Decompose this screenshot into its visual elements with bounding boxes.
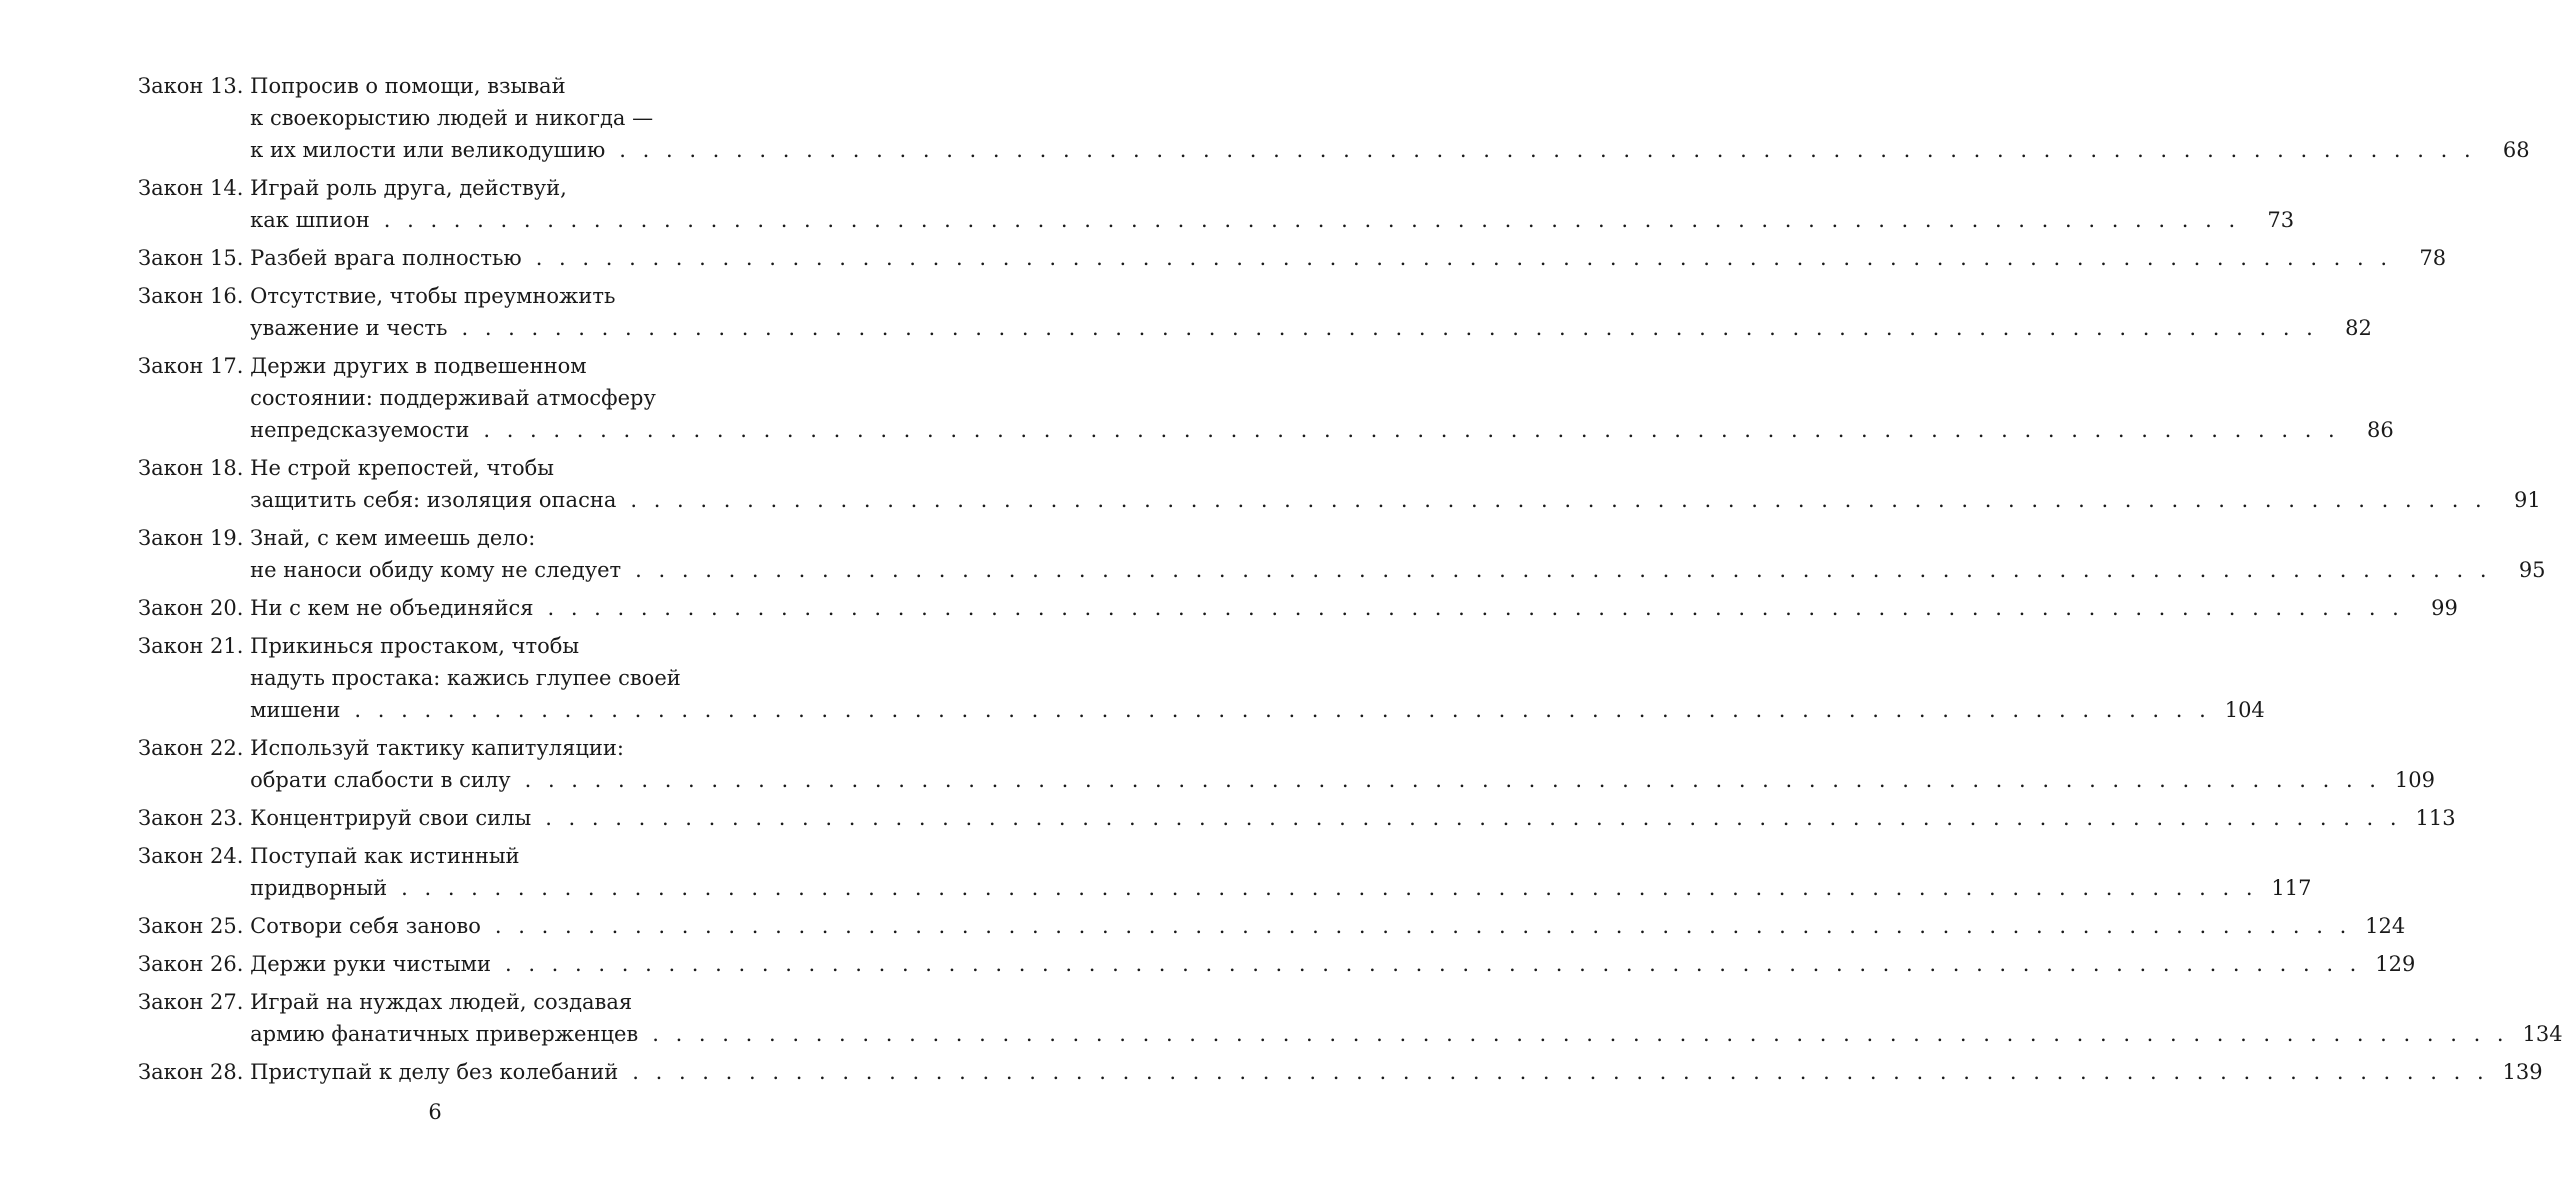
toc-entry-title-line: Прикинься простаком, чтобы (250, 634, 580, 658)
toc-entry-page-number: 86 (2367, 418, 2394, 442)
toc-entry-title-line: надуть простака: кажись глупее своей (250, 666, 681, 690)
toc-entry-label: Закон 25. (138, 914, 244, 938)
toc-entry-title-line: Знай, с кем имеешь дело: (250, 526, 536, 550)
table-of-contents (138, 70, 2563, 1094)
toc-entry-page-number: 68 (2502, 138, 2530, 162)
dot-leader: . . . . . . . . . . . . . . . . . . . . . . . . . . . . . . . . . . . . . . . . . . . . . . . . . . . . . . . . . . . . . . . . . . . . . . . . . . . . . . . . (547, 596, 2404, 620)
dot-leader: . . . . . . . . . . . . . . . . . . . . . . . . . . . . . . . . . . . . . . . . . . . . . . . . . . . . . . . . . . . . . . . . . . . . . . . . . . . . . . . . (630, 488, 2487, 512)
toc-entry-title-line: не наноси обиду кому не следует (250, 558, 622, 582)
dot-leader: . . . . . . . . . . . . . . . . . . . . . . . . . . . . . . . . . . . . . . . . . . . . . . . . . . . . . . . . . . . . . . . . . . . . . . . . . . . . . . . . (545, 806, 2402, 830)
toc-entry-page-number: 104 (2224, 698, 2265, 722)
dot-leader: . . . . . . . . . . . . . . . . . . . . . . . . . . . . . . . . . . . . . . . . . . . . . . . . . . . . . . . . . . . . . . . . . . . . . . . . . . . . . . . . (632, 1060, 2489, 1084)
dot-leader: . . . . . . . . . . . . . . . . . . . . . . . . . . . . . . . . . . . . . . . . . . . . . . . . . . . . . . . . . . . . . . . . . . . . . . . . . . . . . . . . (483, 418, 2340, 442)
toc-entry-title-line: состоянии: поддерживай атмосферу (250, 386, 656, 410)
toc-entry-title-line: Сотвори себя заново (250, 914, 481, 938)
toc-entry-title-line: обрати слабости в силу (250, 768, 511, 792)
dot-leader: . . . . . . . . . . . . . . . . . . . . . . . . . . . . . . . . . . . . . . . . . . . . . . . . . . . . . . . . . . . . . . . . . . . . . . . . . . . . . . . . (524, 768, 2381, 792)
toc-entry-page-number: 117 (2271, 876, 2312, 900)
toc-entry-label: Закон 28. (138, 1060, 244, 1084)
toc-entry-title-line: уважение и честь (250, 316, 448, 340)
toc-entry-title-line: Разбей врага полностью (250, 246, 522, 270)
toc-entry-page-number: 78 (2419, 246, 2447, 270)
dot-leader: . . . . . . . . . . . . . . . . . . . . . . . . . . . . . . . . . . . . . . . . . . . . . . . . . . . . . . . . . . . . . . . . . . . . . . . . . . . . . . . . (401, 876, 2258, 900)
toc-entry-page-number: 124 (2365, 914, 2406, 938)
dot-leader: . . . . . . . . . . . . . . . . . . . . . . . . . . . . . . . . . . . . . . . . . . . . . . . . . . . . . . . . . . . . . . . . . . . . . . . . . . . . . . . . (619, 138, 2476, 162)
toc-entry-label: Закон 19. (138, 526, 244, 550)
toc-entry-page-number: 82 (2345, 316, 2372, 340)
dot-leader: . . . . . . . . . . . . . . . . . . . . . . . . . . . . . . . . . . . . . . . . . . . . . . . . . . . . . . . . . . . . . . . . . . . . . . . . . . . . . . . . (461, 316, 2318, 340)
toc-entry-page-number: 91 (2514, 488, 2541, 512)
toc-entry-label: Закон 24. (138, 844, 244, 868)
toc-entry (138, 910, 2406, 942)
toc-entry (138, 948, 2416, 980)
toc-entry-page-number: 109 (2394, 768, 2435, 792)
toc-entry-title-line: Приступай к делу без колебаний (250, 1060, 619, 1084)
toc-entry-label: Закон 18. (138, 456, 244, 480)
dot-leader: . . . . . . . . . . . . . . . . . . . . . . . . . . . . . . . . . . . . . . . . . . . . . . . . . . . . . . . . . . . . . . . . . . . . . . . . . . . . . . . . (494, 914, 2352, 938)
toc-entry-label: Закон 14. (138, 176, 244, 200)
toc-entry (138, 802, 2456, 834)
dot-leader: . . . . . . . . . . . . . . . . . . . . . . . . . . . . . . . . . . . . . . . . . . . . . . . . . . . . . . . . . . . . . . . . . . . . . . . . . . . . . . . . (535, 246, 2393, 270)
toc-entry (138, 70, 2530, 166)
toc-entry-title-line: Концентрируй свои силы (250, 806, 532, 830)
toc-entry-label: Закон 20. (138, 596, 244, 620)
toc-entry-label: Закон 22. (138, 736, 244, 760)
toc-entry-label: Закон 21. (138, 634, 244, 658)
toc-entry-page-number: 73 (2267, 208, 2295, 232)
toc-entry-label: Закон 17. (138, 354, 244, 378)
toc-entry (138, 452, 2541, 516)
toc-entry-title-line: армию фанатичных приверженцев (250, 1022, 639, 1046)
toc-entry-title-line: Держи руки чистыми (250, 952, 491, 976)
toc-entry-title-line: Используй тактику капитуляции: (250, 736, 624, 760)
toc-entry-label: Закон 23. (138, 806, 244, 830)
toc-entry-title-line: Отсутствие, чтобы преумножить (250, 284, 616, 308)
dot-leader: . . . . . . . . . . . . . . . . . . . . . . . . . . . . . . . . . . . . . . . . . . . . . . . . . . . . . . . . . . . . . . . . . . . . . . . . . . . . . . . . (652, 1022, 2509, 1046)
toc-entry-title-line: защитить себя: изоляция опасна (250, 488, 617, 512)
dot-leader: . . . . . . . . . . . . . . . . . . . . . . . . . . . . . . . . . . . . . . . . . . . . . . . . . . . . . . . . . . . . . . . . . . . . . . . . . . . . . . . . (383, 208, 2241, 232)
toc-entry-title-line: Держи других в подвешенном (250, 354, 587, 378)
toc-entry-title-line: Не строй крепостей, чтобы (250, 456, 554, 480)
toc-entry-title-line: непредсказуемости (250, 418, 470, 442)
toc-entry-title-line: Поступай как истинный (250, 844, 520, 868)
toc-entry (138, 986, 2563, 1050)
dot-leader: . . . . . . . . . . . . . . . . . . . . . . . . . . . . . . . . . . . . . . . . . . . . . . . . . . . . . . . . . . . . . . . . . . . . . . . . . . . . . . . . (504, 952, 2362, 976)
toc-entry (138, 592, 2458, 624)
toc-entry (138, 732, 2435, 796)
toc-entry (138, 630, 2265, 726)
toc-entry (138, 242, 2447, 274)
toc-entry (138, 280, 2372, 344)
toc-entry-title-line: как шпион (250, 208, 370, 232)
toc-entry-page-number: 113 (2415, 806, 2456, 830)
toc-entry (138, 1056, 2543, 1088)
toc-entry-label: Закон 13. (138, 74, 244, 98)
toc-entry (138, 172, 2295, 236)
dot-leader: . . . . . . . . . . . . . . . . . . . . . . . . . . . . . . . . . . . . . . . . . . . . . . . . . . . . . . . . . . . . . . . . . . . . . . . . . . . . . . . . (635, 558, 2492, 582)
toc-entry (138, 522, 2546, 586)
toc-entry-page-number: 99 (2431, 596, 2458, 620)
toc-entry-label: Закон 26. (138, 952, 244, 976)
toc-entry-title-line: Играй роль друга, действуй, (250, 176, 567, 200)
toc-entry-label: Закон 27. (138, 990, 244, 1014)
toc-entry-page-number: 95 (2518, 558, 2546, 582)
toc-entry (138, 350, 2394, 446)
toc-entry-label: Закон 16. (138, 284, 244, 308)
toc-entry-page-number: 134 (2522, 1022, 2563, 1046)
dot-leader: . . . . . . . . . . . . . . . . . . . . . . . . . . . . . . . . . . . . . . . . . . . . . . . . . . . . . . . . . . . . . . . . . . . . . . . . . . . . . . . . (354, 698, 2211, 722)
toc-entry-title-line: мишени (250, 698, 341, 722)
toc-entry-page-number: 139 (2502, 1060, 2543, 1084)
toc-entry (138, 840, 2312, 904)
toc-entry-page-number: 129 (2375, 952, 2416, 976)
toc-entry-title-line: Играй на нуждах людей, создавая (250, 990, 633, 1014)
toc-entry-title-line: Попросив о помощи, взывай (250, 74, 566, 98)
toc-entry-title-line: Ни с кем не объединяйся (250, 596, 534, 620)
page-number: 6 (428, 1100, 442, 1124)
toc-entry-label: Закон 15. (138, 246, 244, 270)
toc-entry-title-line: придворный (250, 876, 388, 900)
toc-entry-title-line: к своекорыстию людей и никогда — (250, 106, 654, 130)
toc-entry-title-line: к их милости или великодушию (250, 138, 606, 162)
